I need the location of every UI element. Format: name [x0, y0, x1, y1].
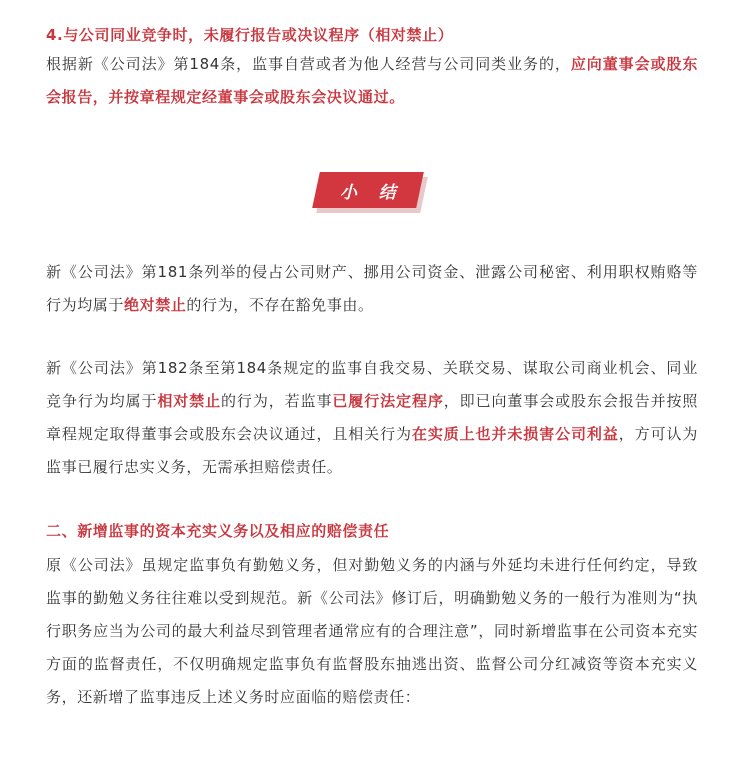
- summary-badge: [314, 170, 432, 218]
- summary-badge-box: [312, 172, 424, 208]
- section-4-highlight: 应向董事会或股东会报告，并按章程规定经董事会或股东会决议通过。: [46, 55, 698, 106]
- summary-paragraph-2: [46, 352, 698, 484]
- summary-2-highlight-a: 相对禁止: [157, 392, 222, 410]
- section-4-text: 根据新《公司法》第184条，监事自营或者为他人经营与公司同类业务的，: [46, 55, 571, 73]
- section-2-paragraph: 原《公司法》虽规定监事负有勤勉义务，但对勤勉义务的内涵与外延均未进行任何约定，导致监事的勤勉义务往往难以受到规范。新《公司法》修订后，明确勤勉义务的一般行为准则为“执行职务应当为公司的最大利益尽到管理者通常应有的合理注意”，同时新增监事在公司资本充实方面的监督责任，不仅明确规定监事负有监督股东抽逃出资、监督公司分红减资等资本充实义务，还新增了监事违反上述义务时应面临的赔偿责任：: [46, 556, 698, 706]
- summary-2-text-b: 的行为，若监事: [221, 392, 333, 410]
- summary-2-text-c: ，即已向董事会或股东会报告并按照章程规定取得董事会或股东会决议通过，且相关行为: [46, 392, 699, 443]
- summary-1-text-b: 的行为，不存在豁免事由。: [186, 296, 374, 314]
- section-4-heading: 4.与公司同业竞争时，未履行报告或决议程序（相对禁止）: [46, 26, 454, 44]
- summary-1-highlight: 绝对禁止: [124, 296, 187, 314]
- summary-2-highlight-c: 在实质上也并未损害公司利益: [411, 425, 619, 443]
- summary-badge-label: 小 结: [340, 182, 404, 203]
- summary-2-text-d: ，方可认为监事已履行忠实义务，无需承担赔偿责任。: [46, 425, 698, 476]
- summary-2-highlight-b: 已履行法定程序: [332, 392, 444, 410]
- summary-2-text-a: 新《公司法》第182条至第184条规定的监事自我交易、关联交易、谋取公司商业机会、同业竞争行为均属于: [46, 359, 698, 410]
- section-2-heading: 二、新增监事的资本充实义务以及相应的赔偿责任: [46, 522, 390, 540]
- section-4-paragraph: [46, 48, 698, 114]
- summary-1-text-a: 新《公司法》第181条列举的侵占公司财产、挪用公司资金、泄露公司秘密、利用职权贿赂等行为均属于: [46, 263, 698, 314]
- summary-paragraph-1: [46, 256, 698, 322]
